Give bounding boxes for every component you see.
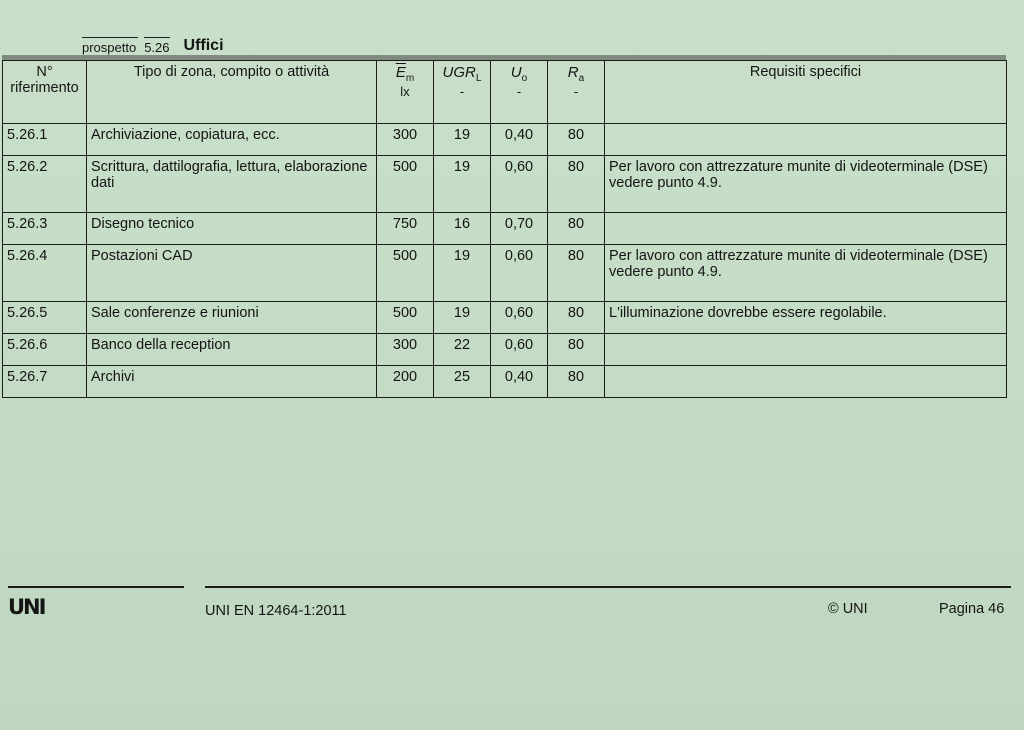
cell-requirements: L'illuminazione dovrebbe essere regolabile. <box>605 302 1007 334</box>
cell-uo: 0,40 <box>491 366 548 398</box>
footer-standard: UNI EN 12464-1:2011 <box>205 603 347 619</box>
cell-ugr: 19 <box>434 245 491 302</box>
cell-ugr: 16 <box>434 213 491 245</box>
caption-label: prospetto <box>82 37 138 55</box>
cell-requirements: Per lavoro con attrezzature munite di videoterminale (DSE) vedere punto 4.9. <box>605 156 1007 213</box>
cell-requirements <box>605 213 1007 245</box>
header-ugr: $UGR_L$ - <box>434 61 491 124</box>
header-requirements: Requisiti specifici <box>605 61 1007 124</box>
cell-ref: 5.26.7 <box>3 366 87 398</box>
cell-ref: 5.26.5 <box>3 302 87 334</box>
cell-task: Archivi <box>87 366 377 398</box>
cell-uo: 0,60 <box>491 334 548 366</box>
header-ref: N° riferimento <box>3 61 87 124</box>
cell-em: 200 <box>377 366 434 398</box>
header-em: $\overline{E}_m$ lx <box>377 61 434 124</box>
cell-ra: 80 <box>548 156 605 213</box>
uni-logo: UNI <box>8 595 45 619</box>
table-row <box>3 156 1007 213</box>
table-header-row <box>3 61 1007 124</box>
cell-uo: 0,70 <box>491 213 548 245</box>
cell-ra: 80 <box>548 245 605 302</box>
cell-em: 750 <box>377 213 434 245</box>
cell-ref: 5.26.6 <box>3 334 87 366</box>
cell-em: 500 <box>377 302 434 334</box>
cell-task: Postazioni CAD <box>87 245 377 302</box>
caption-number: 5.26 <box>144 37 169 55</box>
cell-ref: 5.26.2 <box>3 156 87 213</box>
table-row <box>3 124 1007 156</box>
cell-uo: 0,60 <box>491 245 548 302</box>
cell-em: 300 <box>377 124 434 156</box>
cell-requirements: Per lavoro con attrezzature munite di videoterminale (DSE) vedere punto 4.9. <box>605 245 1007 302</box>
cell-ref: 5.26.4 <box>3 245 87 302</box>
cell-ra: 80 <box>548 213 605 245</box>
cell-task: Scrittura, dattilografia, lettura, elaborazione dati <box>87 156 377 213</box>
cell-ugr: 19 <box>434 156 491 213</box>
cell-ugr: 19 <box>434 302 491 334</box>
cell-ra: 80 <box>548 302 605 334</box>
footer-page-number: Pagina 46 <box>939 601 1005 617</box>
caption-title: Uffici <box>183 37 224 54</box>
cell-ugr: 25 <box>434 366 491 398</box>
header-ra: $R_a$ - <box>548 61 605 124</box>
table-row <box>3 366 1007 398</box>
cell-task: Sale conferenze e riunioni <box>87 302 377 334</box>
cell-ugr: 22 <box>434 334 491 366</box>
cell-ref: 5.26.3 <box>3 213 87 245</box>
header-task: Tipo di zona, compito o attività <box>87 61 377 124</box>
cell-task: Banco della reception <box>87 334 377 366</box>
table-caption <box>82 33 224 55</box>
footer-rule-left <box>8 586 184 588</box>
cell-uo: 0,60 <box>491 156 548 213</box>
cell-task: Disegno tecnico <box>87 213 377 245</box>
cell-uo: 0,40 <box>491 124 548 156</box>
table-row <box>3 302 1007 334</box>
table-row <box>3 334 1007 366</box>
cell-ra: 80 <box>548 334 605 366</box>
cell-requirements <box>605 124 1007 156</box>
header-uo: $U_o$ - <box>491 61 548 124</box>
cell-em: 300 <box>377 334 434 366</box>
cell-requirements <box>605 334 1007 366</box>
cell-requirements <box>605 366 1007 398</box>
lighting-requirements-table <box>2 60 1007 398</box>
footer-rule-right <box>205 586 1011 588</box>
cell-ugr: 19 <box>434 124 491 156</box>
table-row <box>3 213 1007 245</box>
cell-uo: 0,60 <box>491 302 548 334</box>
cell-em: 500 <box>377 156 434 213</box>
cell-ra: 80 <box>548 124 605 156</box>
table-row <box>3 245 1007 302</box>
cell-em: 500 <box>377 245 434 302</box>
cell-ref: 5.26.1 <box>3 124 87 156</box>
cell-task: Archiviazione, copiatura, ecc. <box>87 124 377 156</box>
footer-copyright: © UNI <box>828 601 868 617</box>
cell-ra: 80 <box>548 366 605 398</box>
